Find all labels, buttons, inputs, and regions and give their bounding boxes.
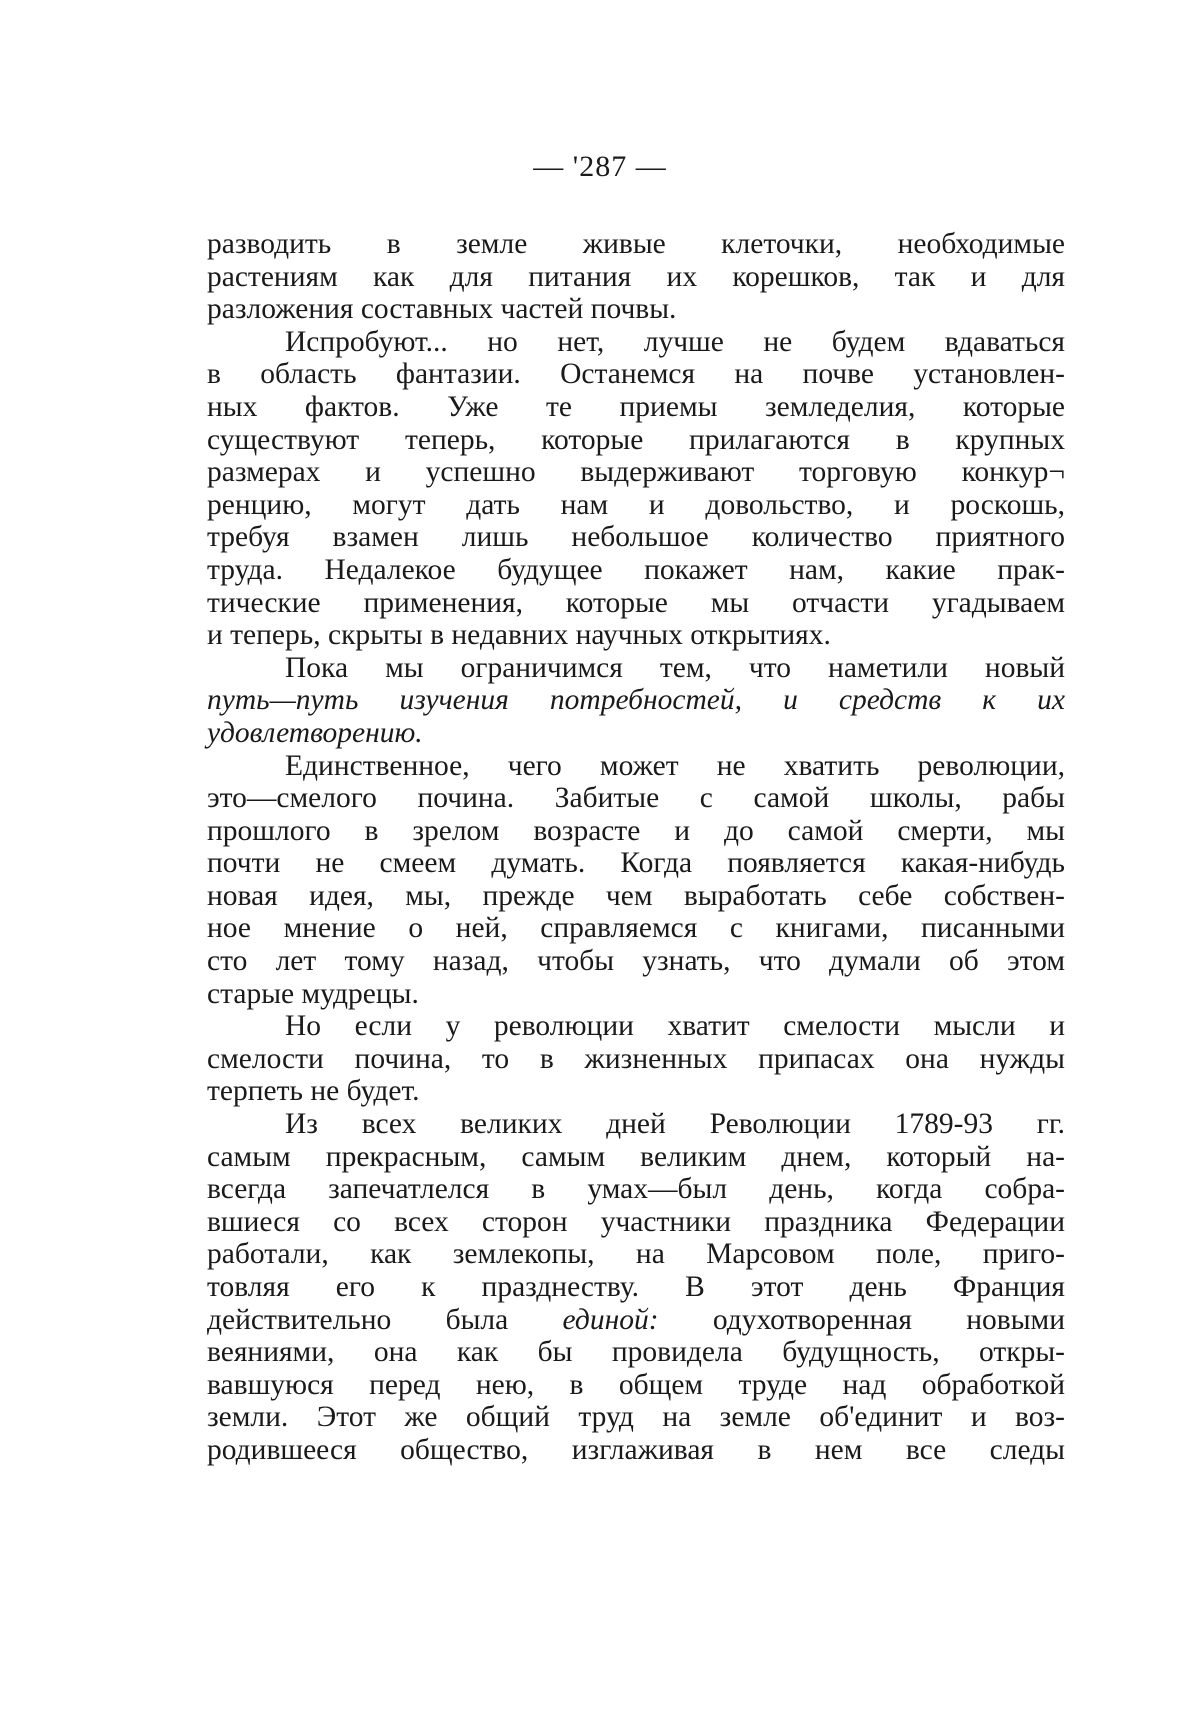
text-span: земли. Этот же общий труд на земле об'единит и воз- (207, 1401, 1065, 1433)
text-line (207, 880, 1065, 913)
text-line (207, 1434, 1065, 1467)
text-line (207, 1336, 1065, 1369)
text-span: ных фактов. Уже те приемы земледелия, которые (207, 391, 1065, 423)
text-line (207, 978, 1065, 1011)
text-span: ренцию, могут дать нам и довольство, и роскошь, (207, 489, 1065, 521)
text-line (207, 1206, 1065, 1239)
text-span: требуя взамен лишь небольшое количество приятного (207, 521, 1065, 553)
text-line (207, 717, 1065, 750)
text-line (207, 619, 1065, 652)
text-line (207, 521, 1065, 554)
text-line (207, 782, 1065, 815)
text-line (207, 293, 1065, 326)
text-line (207, 1141, 1065, 1174)
text-span: прошлого в зрелом возрасте и до самой смерти, мы (207, 815, 1065, 847)
text-line (207, 1369, 1065, 1402)
text-line (207, 1075, 1065, 1108)
text-line (207, 1401, 1065, 1434)
text-span: Но если у революции хватит смелости мысли и (285, 1010, 1065, 1042)
text-line (207, 261, 1065, 294)
text-span: размерах и успешно выдерживают торговую конкур¬ (207, 456, 1065, 488)
text-span: действительно была (207, 1304, 563, 1336)
text-span: Испробуют... но нет, лучше не будем вдаваться (285, 326, 1065, 358)
text-span: терпеть не будет. (207, 1075, 420, 1107)
text-span: это—смелого почина. Забитые с самой школы, рабы (207, 782, 1065, 814)
text-line (207, 326, 1065, 359)
text-span: сто лет тому назад, чтобы узнать, что думали об этом (207, 945, 1065, 977)
page-number: — '287 — (0, 150, 1200, 184)
text-span: работали, как землекопы, на Марсовом поле, приго- (207, 1238, 1065, 1270)
text-span: всегда запечатлелся в умах—был день, когда собра- (207, 1173, 1065, 1205)
text-span: Единственное, чего может не хватить революции, (285, 750, 1065, 782)
text-span: разводить в земле живые клеточки, необходимые (207, 228, 1065, 260)
text-line (207, 1108, 1065, 1141)
text-span: вавшуюся перед нею, в общем труде над обработкой (207, 1369, 1065, 1401)
text-span: разложения составных частей почвы. (207, 293, 676, 325)
text-span: одухотворенная новыми (659, 1304, 1065, 1336)
italic-text: единой: (563, 1304, 659, 1336)
text-span: товляя его к празднеству. В этот день Франция (207, 1271, 1065, 1303)
text-span: ное мнение о ней, справляемся с книгами, писанными (207, 912, 1065, 944)
text-line (207, 1238, 1065, 1271)
text-line (207, 1304, 1065, 1337)
text-line (207, 652, 1065, 685)
text-line (207, 1043, 1065, 1076)
text-span: вшиеся со всех сторон участники праздника Федерации (207, 1206, 1065, 1238)
text-span: родившееся общество, изглаживая в нем все следы (207, 1434, 1065, 1466)
text-span: старые мудрецы. (207, 978, 419, 1010)
text-span: Пока мы ограничимся тем, что наметили новый (285, 652, 1065, 684)
text-span: самым прекрасным, самым великим днем, который на- (207, 1141, 1065, 1173)
text-line (207, 456, 1065, 489)
text-line (207, 1010, 1065, 1043)
text-span: смелости почина, то в жизненных припасах она нужды (207, 1043, 1065, 1075)
book-page (0, 0, 1200, 1736)
text-span: новая идея, мы, прежде чем выработать себе собствен- (207, 880, 1065, 912)
text-line (207, 815, 1065, 848)
text-line (207, 684, 1065, 717)
text-line (207, 489, 1065, 522)
text-span: Из всех великих дней Революции 1789-93 гг. (285, 1108, 1065, 1140)
text-span: и теперь, скрыты в недавних научных открытиях. (207, 619, 831, 651)
body-text (207, 228, 1065, 1467)
text-line (207, 750, 1065, 783)
text-span: существуют теперь, которые прилагаются в крупных (207, 424, 1065, 456)
text-line (207, 228, 1065, 261)
text-line (207, 945, 1065, 978)
text-line (207, 391, 1065, 424)
text-line (207, 847, 1065, 880)
text-span: в область фантазии. Останемся на почве установлен- (207, 358, 1065, 390)
text-span: растениям как для питания их корешков, так и для (207, 261, 1065, 293)
text-line (207, 587, 1065, 620)
italic-text: путь—путь изучения потребностей, и средств к их (207, 684, 1065, 716)
italic-text: удовлетворению. (207, 717, 423, 749)
text-span: веяниями, она как бы провидела будущность, откры- (207, 1336, 1065, 1368)
text-line (207, 1271, 1065, 1304)
text-span: тические применения, которые мы отчасти угадываем (207, 587, 1065, 619)
text-line (207, 424, 1065, 457)
text-line (207, 1173, 1065, 1206)
text-line (207, 358, 1065, 391)
text-span: почти не смеем думать. Когда появляется какая-нибудь (207, 847, 1065, 879)
text-line (207, 912, 1065, 945)
text-span: труда. Недалекое будущее покажет нам, какие прак- (207, 554, 1065, 586)
text-line (207, 554, 1065, 587)
